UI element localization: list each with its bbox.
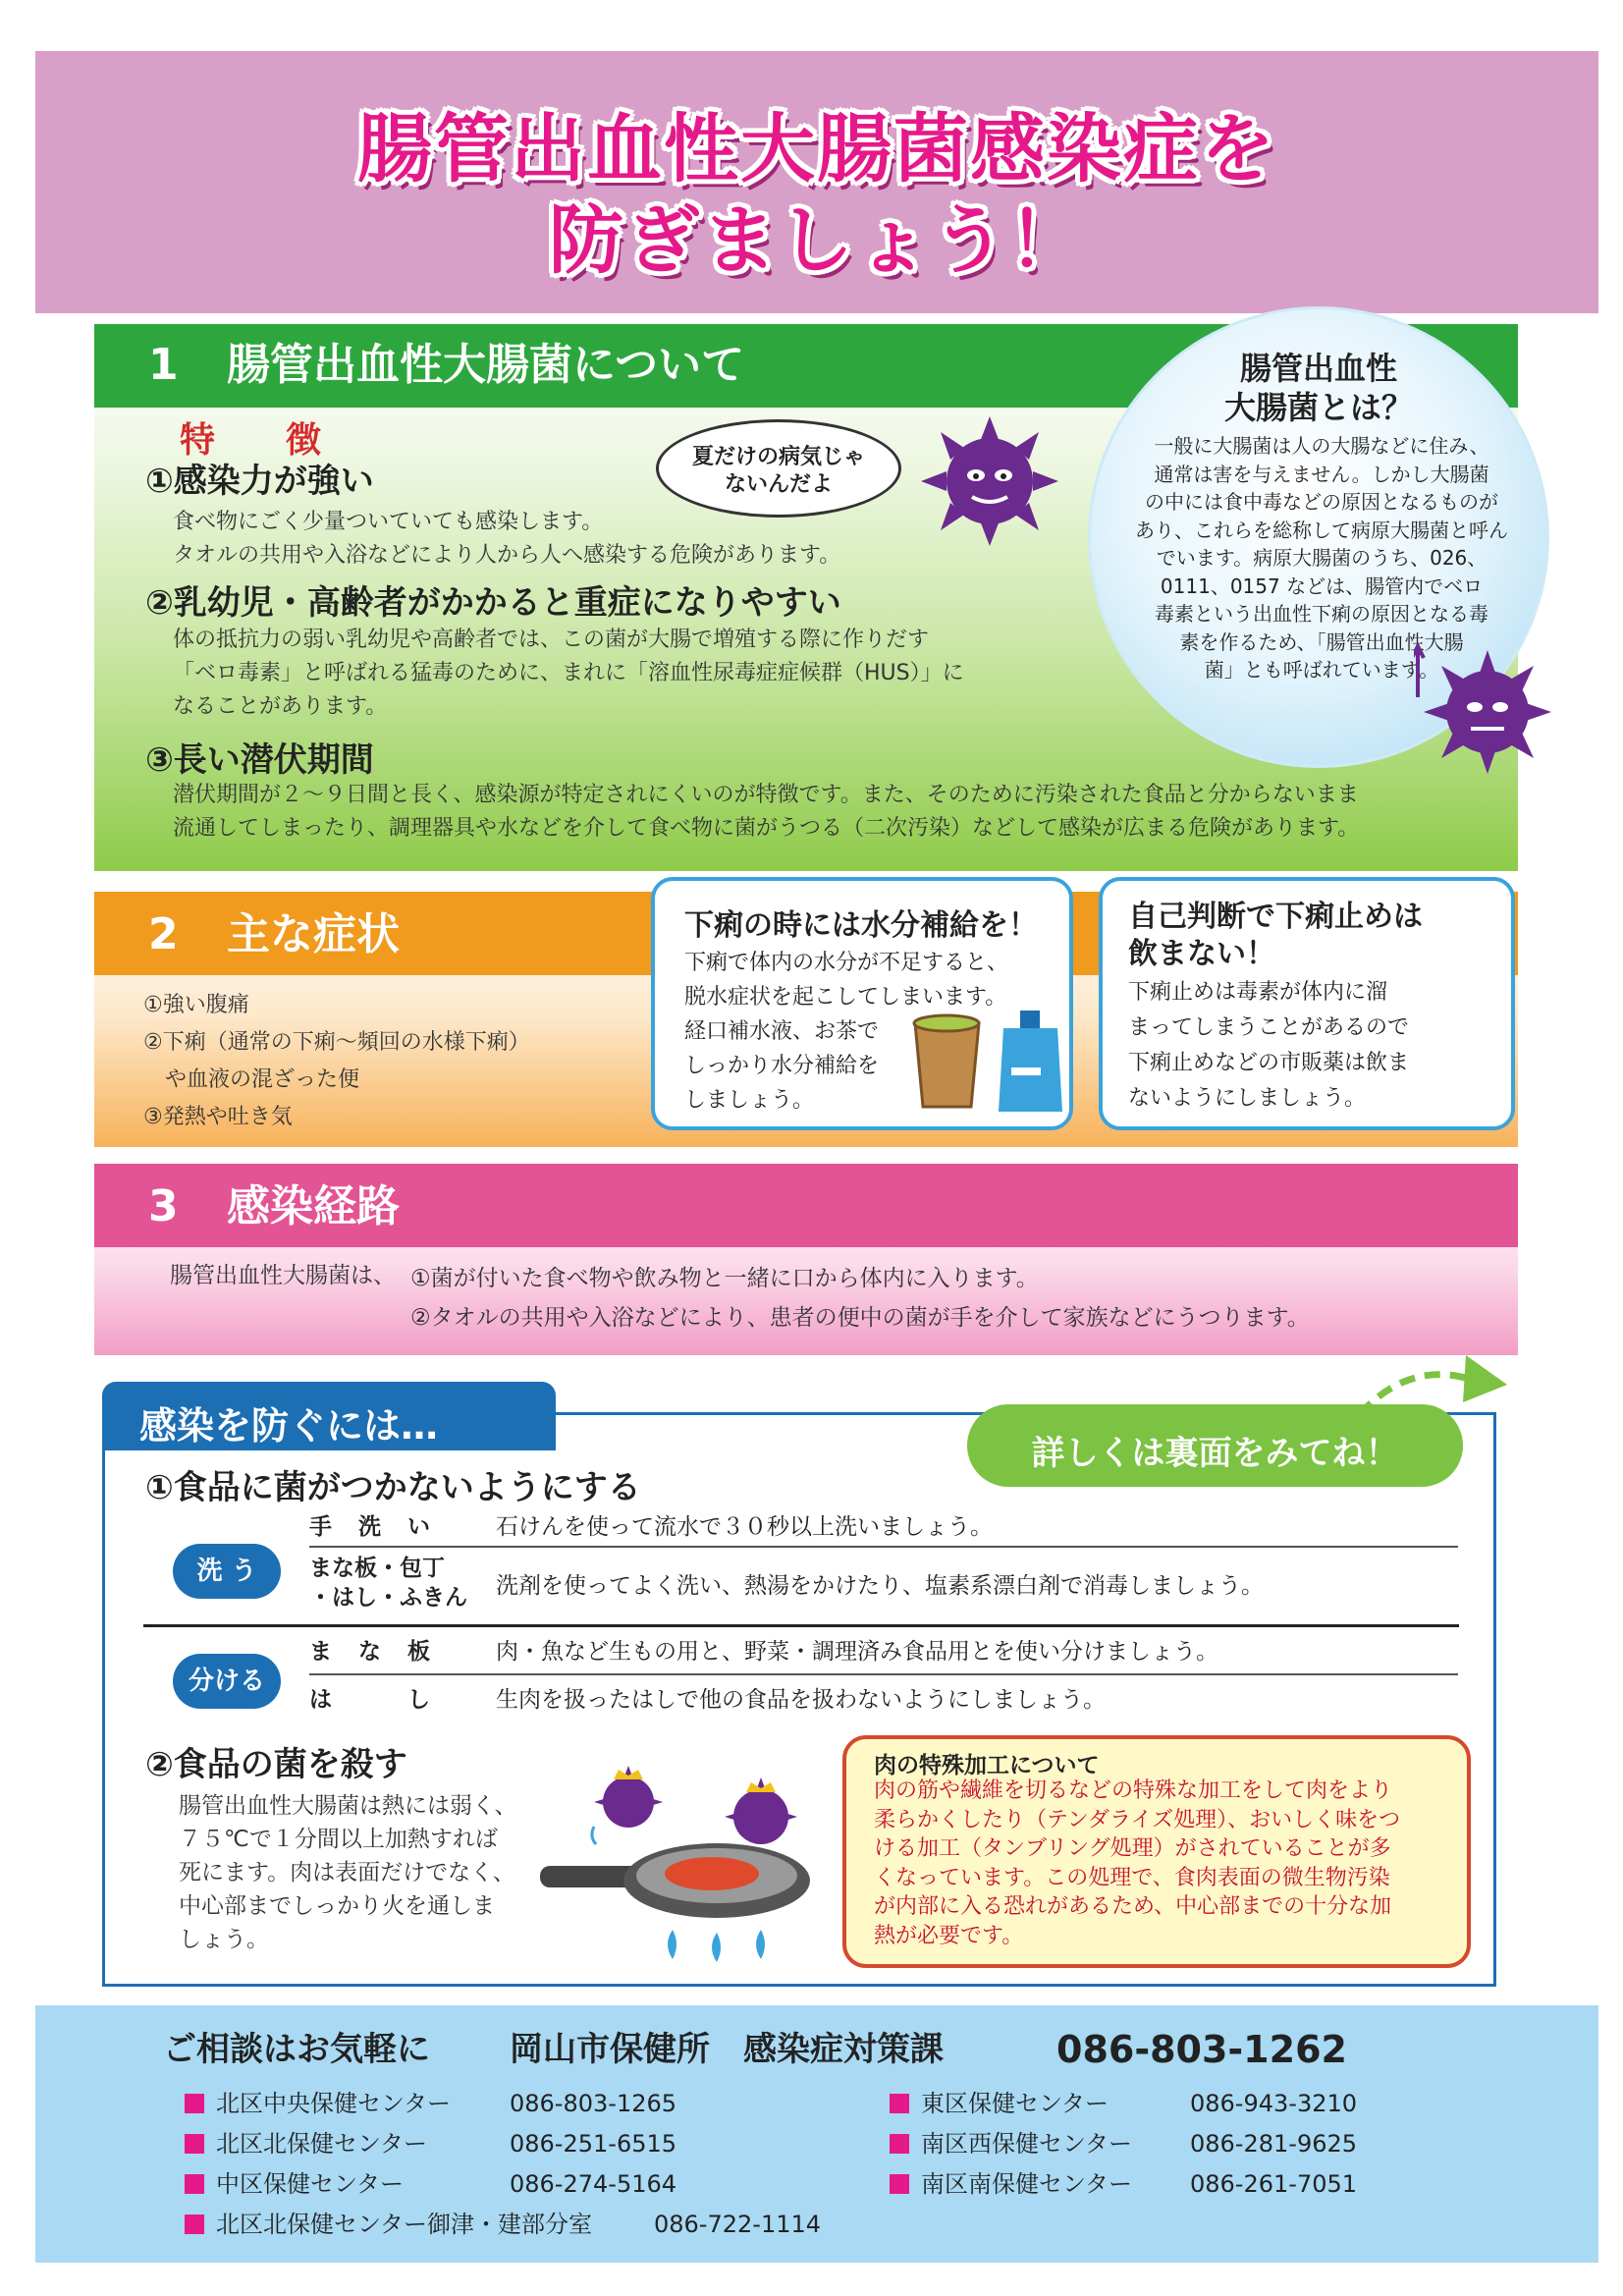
hydration-title: 下痢の時には水分補給を！: [684, 908, 1038, 943]
speech-bubble: 夏だけの病気じゃ ないんだよ: [656, 419, 901, 518]
page-title-line2: 防ぎましょう！: [549, 196, 1085, 284]
contact-right-tel-3: 086-261-7051: [1190, 2170, 1358, 2198]
row-text-handwash: 石けんを使って流水で３０秒以上洗いましょう。: [496, 1514, 993, 1540]
tea-and-drink-icon: [910, 1009, 1067, 1121]
symptom-item: や血液の混ざった便: [143, 1067, 360, 1092]
contact-left-row-2: 北区北保健センター: [185, 2132, 427, 2156]
circle-title-line1: 腸管出血性: [1239, 350, 1397, 387]
row-text-cuttingboard: 肉・魚など生もの用と、野菜・調理済み食品用とを使い分けましょう。: [496, 1639, 1218, 1665]
contact-left-tel-2: 086-251-6515: [510, 2130, 677, 2158]
symptom-item: ①強い腹痛: [143, 993, 249, 1017]
contact-left-row-3: 中区保健センター: [185, 2172, 404, 2196]
row-label-utensils: まな板・包丁 ・はし・ふきん: [309, 1556, 467, 1611]
contact-right-tel-1: 086-943-3210: [1190, 2090, 1358, 2117]
item-1-text: 食べ物にごく少量ついていても感染します。 タオルの共用や入浴などにより人から人へ感染する危険があります。: [173, 510, 841, 568]
part1-heading: ①食品に菌がつかないようにする: [145, 1468, 641, 1507]
symptom-item: ②下痢（通常の下痢〜頻回の水様下痢）: [143, 1030, 530, 1055]
prevention-tab: 感染を防ぐには…: [102, 1382, 556, 1450]
contact-right-row-2: 南区西保健センター: [890, 2132, 1132, 2156]
item-2-heading: ②乳幼児・高齢者がかかると重症になりやすい: [145, 583, 841, 623]
page-title-line1: 腸管出血性大腸菌感染症を: [357, 105, 1276, 192]
section-2-number: 2: [148, 909, 179, 959]
feature-label: 特 徴: [180, 420, 340, 461]
frying-pan-icon: [535, 1758, 830, 1969]
antidiarrheal-title: 自己判断で下痢止めは 飲まない！: [1128, 900, 1423, 971]
section-2-title: 主な症状: [227, 909, 400, 959]
contact-right-row-3: 南区南保健センター: [890, 2172, 1132, 2196]
contact-left-tel-1: 086-803-1265: [510, 2090, 677, 2117]
part2-heading: ②食品の菌を殺す: [145, 1745, 407, 1784]
section-3-title: 感染経路: [227, 1181, 400, 1231]
contact-left-tel-3: 086-274-5164: [510, 2170, 677, 2198]
row-label-chopsticks: は し: [309, 1687, 432, 1713]
section-3-header: [94, 1164, 1518, 1247]
route-item: ①菌が付いた食べ物や飲み物と一緒に口から体内に入ります。: [410, 1266, 1039, 1291]
hydration-card: [651, 877, 1073, 1130]
meat-box-title: 肉の特殊加工について: [874, 1753, 1100, 1778]
hydration-text: 下痢で体内の水分が不足すると、 脱水症状を起こしてしまいます。 経口補水液、お茶で しっかり水分補給を しましょう。: [684, 951, 1009, 1113]
contact-panel: [35, 2005, 1598, 2263]
contact-lead: ご相談はお気軽に: [163, 2030, 430, 2069]
symptom-item: ③発熱や吐き気: [143, 1105, 293, 1129]
row-label-cuttingboard: ま な 板: [309, 1639, 432, 1665]
title-banner: [35, 51, 1598, 313]
meat-box-text: 肉の筋や繊維を切るなどの特殊な加工をして肉をより 柔らかくしたり（テンダライズ処理）、おいしく味をつ ける加工（タンブリング処理）がされていることが多 くなっています。この処理で、食肉表面の微生物汚染 が内部に入る恐れがあるため、中心部までの十分な加 熱が必要です。: [874, 1778, 1401, 1948]
section-1-number: 1: [148, 340, 179, 390]
item-1-heading: ①感染力が強い: [145, 462, 374, 501]
part2-text: 腸管出血性大腸菌は熱には弱く、 ７５℃で１分間以上加熱すれば 死にます。肉は表面だけでなく、 中心部までしっかり火を通しま しょう。: [179, 1793, 517, 1952]
contact-right-tel-2: 086-281-9625: [1190, 2130, 1358, 2158]
row-text-utensils: 洗剤を使ってよく洗い、熱湯をかけたり、塩素系漂白剤で消毒しましょう。: [496, 1573, 1264, 1599]
wash-pill: 洗 う: [173, 1544, 281, 1599]
item-3-text: 潜伏期間が２〜９日間と長く、感染源が特定されにくいのが特徴です。また、そのために汚染された食品と分からないまま 流通してしまったり、調理器具や水などを介して食べ物に菌がうつる（二次汚染）などして感染が広まる危険があります。: [173, 783, 1360, 841]
antidiarrheal-text: 下痢止めは毒素が体内に溜 まってしまうことがあるので 下痢止めなどの市販薬は飲ま ないようにしましょう。: [1128, 980, 1410, 1111]
separate-pill: 分ける: [173, 1654, 281, 1709]
circle-body: 一般に大腸菌は人の大腸などに住み、 通常は害を与えません。しかし大腸菌 の中には食中毒などの原因となるものが あり、これらを総称して病原大腸菌と呼ん でいます。病原大腸菌のうち、026、 0111、0157 などは、腸管内でベロ 毒素という出血性下痢の原因となる毒 素を作るため、「腸管出血性大腸 菌」とも呼ばれています。: [1135, 434, 1508, 682]
see-back-badge: 詳しくは裏面をみてね！: [967, 1404, 1463, 1487]
divider: [309, 1546, 1458, 1548]
contact-left-row-1: 北区中央保健センター: [185, 2092, 451, 2115]
section-3-number: 3: [148, 1181, 179, 1231]
meat-processing-box: [842, 1735, 1471, 1968]
germ-devil-icon: [1414, 638, 1561, 776]
row-text-chopsticks: 生肉を扱ったはしで他の食品を扱わないようにしましょう。: [496, 1687, 1106, 1713]
item-3-heading: ③長い潜伏期間: [145, 740, 374, 780]
divider: [309, 1673, 1458, 1675]
contact-left-tel-4: 086-722-1114: [654, 2211, 822, 2238]
circle-title-line2: 大腸菌とは？: [1223, 389, 1413, 426]
contact-right-row-1: 東区保健センター: [890, 2092, 1109, 2115]
contact-left-row-4: 北区北保健センター御津・建部分室: [185, 2213, 592, 2236]
contact-main-phone: 086-803-1262: [1056, 2028, 1347, 2071]
germ-character-icon: [911, 412, 1068, 550]
route-lead: 腸管出血性大腸菌は、: [170, 1263, 396, 1288]
route-list: [410, 1259, 1310, 1338]
antidiarrheal-card: [1099, 877, 1515, 1130]
route-item: ②タオルの共用や入浴などにより、患者の便中の菌が手を介して家族などにうつります。: [410, 1305, 1310, 1331]
symptom-list: [143, 987, 530, 1136]
item-2-text: 体の抵抗力の弱い乳幼児や高齢者では、この菌が大腸で増殖する際に作りだす 「ベロ毒素」と呼ばれる猛毒のために、まれに「溶血性尿毒症症候群（HUS）」に なることがあります。: [173, 628, 964, 719]
section-1-title: 腸管出血性大腸菌について: [227, 340, 745, 390]
divider: [143, 1624, 1459, 1627]
contact-org: 岡山市保健所 感染症対策課: [510, 2030, 944, 2069]
row-label-handwash: 手 洗 い: [309, 1514, 432, 1540]
